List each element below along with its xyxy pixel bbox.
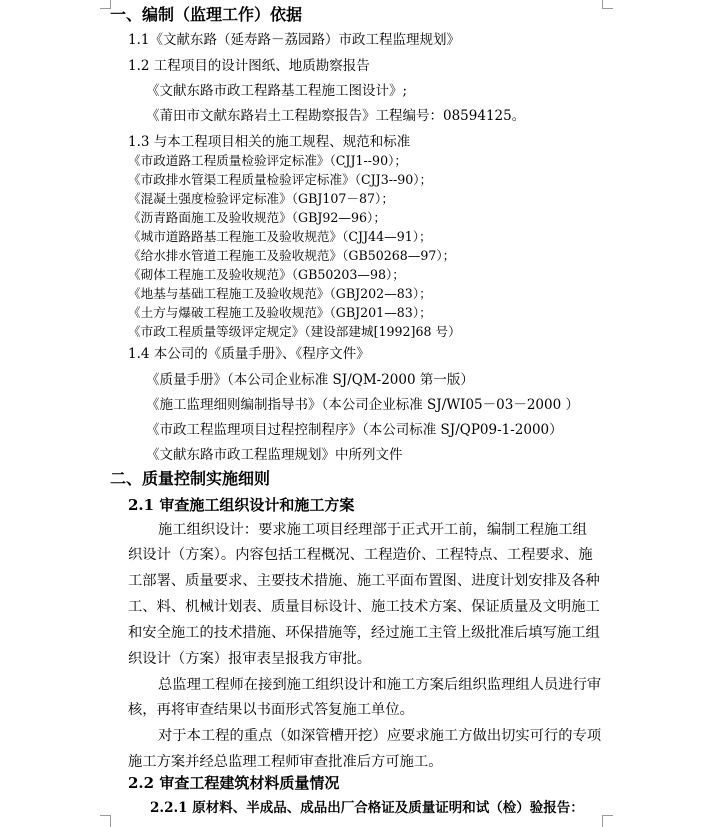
text-line: 《莆田市文献东路岩土工程勘察报告》工程编号：08594125。 [146,108,526,124]
heading-line: 2.2 审查工程建筑材料质量情况 [128,774,340,792]
text-line: 《市政排水管渠工程质量检验评定标准》（CJJ3--90）； [128,172,433,187]
heading-line: 2.1 审查施工组织设计和施工方案 [128,496,355,514]
text-line: 对于本工程的重点（如深管槽开挖）应要求施工方做出切实可行的专项 [158,728,602,744]
text-line: 《混凝土强度检验评定标准》（GBJ107－87）； [128,191,394,206]
text-line: 织设计（方案）。内容包括工程概况、工程造价、工程特点、工程要求、施 [128,547,593,563]
text-line: 《砌体工程施工及验收规范》（GB50203—98）； [128,267,405,282]
text-line: 1.1《文献东路（延寿路－荔园路）市政工程监理规划》 [128,32,460,48]
text-line: 1.4 本公司的《质量手册》、《程序文件》 [128,346,370,362]
text-line: 1.3 与本工程项目相关的施工规程、规范和标准 [128,134,411,150]
text-line: 《文献东路市政工程监理规划》中所列文件 [146,447,403,463]
text-line: 《给水排水管道工程施工及验收规范》（GB50268—97）； [128,248,456,263]
text-line: 和安全施工的技术措施、环保措施等，经过施工主管上级批准后填写施工组 [128,625,600,641]
text-line: 织设计（方案）报审表呈报我方审批。 [128,651,372,667]
text-line: 施工方案并经总监理工程师审查批准后方可施工。 [128,754,443,770]
text-line: 《土方与爆破工程施工及验收规范》（GBJ201—83）； [128,305,432,320]
page-corner-mark [100,815,111,827]
text-line: 《沥青路面施工及验收规范》（GBJ92—96）； [128,210,386,225]
page-corner-mark [602,0,613,9]
text-line: 工、料、机械计划表、质量目标设计、施工技术方案、保证质量及文明施工 [128,599,600,615]
text-line: 施工组织设计：要求施工项目经理部于正式开工前，编制工程施工组 [158,522,587,538]
text-line: 《市政工程质量等级评定规定》（建设部建城[1992]68 号） [128,324,461,339]
text-line: 1.2 工程项目的设计图纸、地质勘察报告 [128,58,370,74]
text-line: 《城市道路路基工程施工及验收规范》（CJJ44—91）； [128,229,432,244]
text-line: 总监理工程师在接到施工组织设计和施工方案后组织监理组人员进行审 [158,677,602,693]
page-corner-mark [602,815,613,827]
text-line: 《市政工程监理项目过程控制程序》（本公司标准 SJ/QP09-1-2000） [146,422,563,438]
text-line: 《地基与基础工程施工及验收规范》（GBJ202—83）； [128,286,432,301]
heading-line: 一、编制（监理工作）依据 [110,5,303,24]
text-line: 《文献东路市政工程路基工程施工图设计》; [146,83,408,99]
heading-line: 二、质量控制实施细则 [110,469,271,488]
text-line: 《施工监理细则编制指导书》（本公司企业标准 SJ/WI05－03－2000 ） [146,397,579,413]
text-line: 《市政道路工程质量检验评定标准》（CJJ1--90）； [128,153,407,168]
text-line: 《质量手册》（本公司企业标准 SJ/QM-2000 第一版） [146,372,474,388]
heading-line: 2.2.1 原材料、半成品、成品出厂合格证及质量证明和试（检）验报告： [150,800,584,816]
text-line: 工部署、质量要求、主要技术措施、施工平面布置图、进度计划安排及各种 [128,573,600,589]
text-line: 核，再将审查结果以书面形式答复施工单位。 [128,702,414,718]
